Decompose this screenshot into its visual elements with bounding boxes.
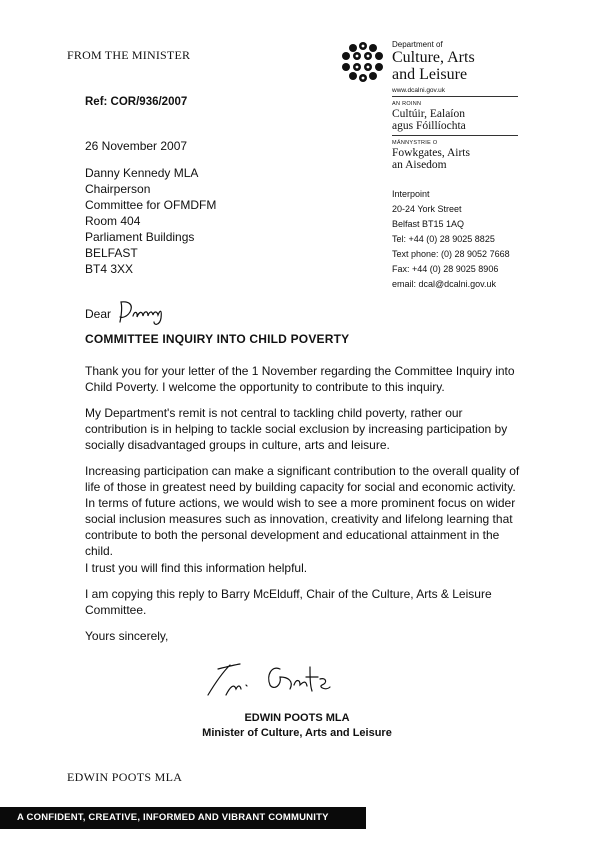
contact-line: Fax: +44 (0) 28 9025 8906 xyxy=(392,264,499,274)
recipient-line: Room 404 xyxy=(85,214,141,228)
dept-of-label: Department of xyxy=(392,40,443,49)
recipient-line: Chairperson xyxy=(85,182,151,196)
contact-line: Belfast BT15 1AQ xyxy=(392,219,465,229)
from-minister-label: FROM THE MINISTER xyxy=(67,48,191,62)
signer-title: Minister of Culture, Arts and Leisure xyxy=(202,727,392,739)
signer-block xyxy=(186,711,408,741)
letter-subject: COMMITTEE INQUIRY INTO CHILD POVERTY xyxy=(85,332,350,346)
contact-details xyxy=(392,187,510,292)
salutation: Dear xyxy=(85,307,112,321)
logo-divider xyxy=(392,96,518,97)
recipient-address xyxy=(85,165,216,277)
contact-line: email: dcal@dcalni.gov.uk xyxy=(392,279,497,289)
contact-line: Text phone: (0) 28 9052 7668 xyxy=(392,249,510,259)
ulster-line1: Fowkgates, Airts xyxy=(392,147,470,159)
signer-name: EDWIN POOTS MLA xyxy=(244,712,350,724)
irish-line1: Cultúir, Ealaíon xyxy=(392,108,465,120)
closing: Yours sincerely, xyxy=(85,629,169,643)
recipient-line: Committee for OFMDFM xyxy=(85,198,217,212)
slogan-text: A CONFIDENT, CREATIVE, INFORMED AND VIBRANT COMMUNITY xyxy=(17,812,329,823)
ulster-line2: an Aisedom xyxy=(392,159,447,171)
contact-line: 20-24 York Street xyxy=(392,204,462,214)
logo-divider-2 xyxy=(392,135,518,136)
body-paragraph: My Department's remit is not central to tackling child poverty, rather our contribution is in helping to tackle social exclusion by increasing participation by socially disadvantaged groups in culture, arts and leisure. xyxy=(85,406,508,452)
handwritten-salutation-name xyxy=(116,298,168,328)
irish-dept-name xyxy=(392,108,466,132)
dept-website: www.dcalni.gov.uk xyxy=(392,87,445,94)
recipient-line: Parliament Buildings xyxy=(85,230,195,244)
ulster-small-label: MÄNNYSTRIE O xyxy=(392,140,438,146)
dept-name xyxy=(392,49,475,83)
body-paragraph: I am copying this reply to Barry McElduff, Chair of the Culture, Arts & Leisure Committee. xyxy=(85,587,492,617)
recipient-line: BT4 3XX xyxy=(85,262,134,276)
irish-line2: agus Fóillíochta xyxy=(392,120,466,132)
dcal-logo-icon xyxy=(340,42,388,86)
slogan-bar xyxy=(0,807,366,829)
irish-small-label: AN ROINN xyxy=(392,101,422,107)
letter-reference: Ref: COR/936/2007 xyxy=(85,96,188,108)
handwritten-signature xyxy=(200,655,340,703)
contact-line: Interpoint xyxy=(392,189,430,199)
footer-minister-name: EDWIN POOTS MLA xyxy=(67,770,183,784)
ulster-scots-dept-name xyxy=(392,147,470,171)
letter-date: 26 November 2007 xyxy=(85,139,188,153)
body-paragraph: Thank you for your letter of the 1 November regarding the Committee Inquiry into Child Poverty. I welcome the opportunity to contribute to this inquiry. xyxy=(85,364,515,394)
contact-line: Tel: +44 (0) 28 9025 8825 xyxy=(392,234,495,244)
body-paragraph: Increasing participation can make a significant contribution to the overall quality of life of those in greatest need by building capacity for social and economic activity. In terms of future actions, we would wish to see a more prominent focus on wider social inclusion measures such as innovation, creativity and lifelong learning that contribute to both the personal development and educational attainment in the child. xyxy=(85,464,520,558)
dept-name-line1: Culture, Arts xyxy=(392,49,475,66)
body-paragraph: I trust you will find this information helpful. xyxy=(85,561,308,575)
recipient-line: Danny Kennedy MLA xyxy=(85,166,199,180)
recipient-line: BELFAST xyxy=(85,246,138,260)
dept-name-line2: and Leisure xyxy=(392,66,468,83)
